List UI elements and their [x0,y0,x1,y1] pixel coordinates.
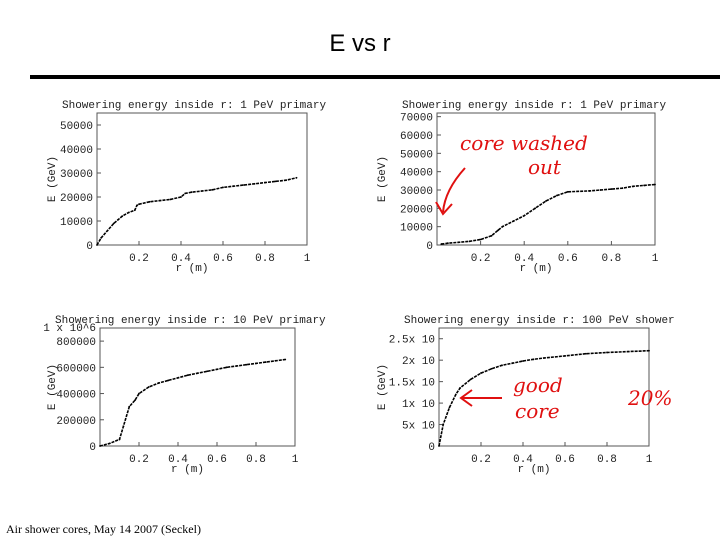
slide-title: E vs r [329,30,391,57]
chart-2-point [589,190,591,192]
chart-1-point [159,200,161,202]
chart-3-point [216,368,218,370]
chart-1-point [264,182,266,184]
annotation-core-washed-line1: core washed [460,131,588,155]
chart-2-point [643,185,645,187]
chart-1-point [100,237,102,239]
annotation-core-washed-line2: out [528,155,561,179]
chart-2-ytick-label: 70000 [399,112,433,125]
chart-4-point [491,368,493,370]
chart-1-point [136,205,138,207]
chart-3-ytick-label: 200000 [56,415,96,428]
chart-panel-1 [0,95,340,285]
chart-4-frame [439,328,649,446]
chart-3-point [226,366,228,368]
chart-2-xtick-label: 0.2 [470,253,491,265]
chart-2-point [440,243,442,245]
chart-1-point [113,223,115,225]
chart-1-ylabel: E (GeV) [47,155,59,203]
chart-2-xlabel: r (m) [519,263,553,275]
chart-3-ylabel: E (GeV) [47,363,59,411]
chart-2-xtick-label: 0.8 [601,253,622,265]
chart-3-xlabel: r (m) [170,464,205,476]
chart-2-point [458,241,460,243]
chart-3-point [236,365,238,367]
chart-1-xtick-label: 0.2 [129,253,149,265]
chart-4-xtick-label: 0.4 [513,454,533,466]
chart-3-point [275,360,277,362]
chart-3-xtick-label: 0.6 [207,454,227,466]
chart-1-point [212,189,214,191]
chart-2-svg [355,95,695,280]
chart-1-point [275,181,277,183]
chart-2-point [545,200,547,202]
chart-3-point [284,359,286,361]
chart-3-point [265,361,267,363]
chart-2-ytick-label: 60000 [399,131,433,143]
chart-1-point [138,203,140,205]
chart-2-point [611,188,613,190]
chart-4-point [627,351,629,353]
chart-4-point [564,355,566,357]
chart-3-point [167,380,169,382]
chart-2-point [480,239,482,241]
chart-4-title: Showering energy inside r: 100 PeV shower [404,315,675,327]
chart-3-xtick-label: 0.2 [129,454,149,466]
chart-3-point [148,386,150,388]
chart-4-ylabel: E (GeV) [377,363,389,411]
chart-1-point [107,230,109,232]
chart-3-xtick-label: 0.8 [246,454,266,466]
chart-3-point [99,445,101,447]
chart-4-point [438,445,440,447]
chart-4-point [648,350,650,352]
chart-1-series-line [97,178,297,245]
chart-3-xtick-label: 0.4 [168,454,188,466]
chart-4-point [585,353,587,355]
chart-2-point [512,220,514,222]
chart-1-ytick-label: 10000 [59,217,93,229]
chart-1-point [96,244,98,246]
chart-2-xtick-label: 0.4 [514,253,535,265]
chart-4-xtick-label: 0.2 [471,454,491,466]
chart-4-point [543,357,545,359]
chart-1-ytick-label: 40000 [59,145,93,157]
chart-1-point [184,193,186,195]
chart-3-point [206,370,208,372]
chart-3-title: Showering energy inside r: 10 PeV primary [55,315,326,327]
chart-3-point [119,439,121,441]
chart-2-point [447,242,449,244]
chart-3-point [134,399,136,401]
chart-2-ytick-label: 50000 [399,149,433,162]
chart-4-point [442,424,444,426]
chart-3-point [138,393,140,395]
chart-2-ytick-label: 0 [426,241,433,253]
chart-3-yexp: 1 x 10^6 [43,323,96,335]
chart-panel-2 [355,95,695,285]
chart-3-point [158,382,160,384]
chart-2-ytick-label: 10000 [399,222,433,235]
chart-3-ytick-label: 600000 [56,363,96,376]
chart-2-point [497,229,499,231]
chart-3-frame [100,328,295,446]
chart-1-xtick-label: 0.6 [213,253,233,265]
chart-4-xtick-label: 0.6 [555,454,575,466]
chart-2-point [632,185,634,187]
chart-2-point [491,235,493,237]
chart-3-point [109,442,111,444]
chart-1-point [149,201,151,203]
chart-2-point [469,240,471,242]
chart-3-ytick-label: 800000 [56,337,96,350]
chart-1-ytick-label: 20000 [59,193,93,205]
chart-2-title: Showering energy inside r: 1 PeV primary [402,100,667,112]
chart-1-point [296,177,298,179]
chart-panel-4 [355,310,695,480]
chart-4-xlabel: r (m) [517,464,551,476]
slide-footer: Air shower cores, May 14 2007 (Seckel) [6,522,201,536]
chart-4-point [449,406,451,408]
chart-2-xtick-label: 0.6 [557,253,578,265]
chart-1-point [222,187,224,189]
chart-1-title: Showering energy inside r: 1 PeV primary [62,100,327,112]
chart-2-ytick-label: 40000 [399,167,433,180]
chart-1-point [121,215,123,217]
chart-1-point [254,183,256,185]
chart-1-point [233,185,235,187]
chart-4-svg [355,310,695,475]
chart-2-ytick-label: 20000 [399,204,433,217]
chart-3-point [255,363,257,365]
chart-2-point [502,226,504,228]
chart-1-xtick-label: 0.4 [171,253,191,265]
chart-4-point [606,352,608,354]
chart-4-xtick-label: 1 [645,454,653,466]
chart-4-point [470,379,472,381]
chart-4-ytick-label: 2x 10 [401,356,435,369]
chart-2-frame [437,113,655,245]
title-divider [30,75,720,79]
chart-4-ytick-label: 1.5x 10 [388,377,435,390]
chart-1-point [180,196,182,198]
chart-3-point [245,364,247,366]
annotation-good-line2: core [515,399,560,423]
chart-1-point [128,212,130,214]
chart-3-xtick-label: 1 [291,454,299,466]
chart-2-ytick-label: 30000 [399,186,433,198]
chart-2-ylabel: E (GeV) [377,155,389,203]
chart-1-point [191,191,193,193]
chart-3-series-line [100,360,285,447]
chart-2-point [567,191,569,193]
chart-1-svg [0,95,340,280]
chart-2-series-line [441,185,655,245]
chart-3-point [187,374,189,376]
chart-3-ytick-label: 400000 [56,389,96,402]
chart-4-point [512,362,514,364]
chart-4-xtick-label: 0.8 [597,454,617,466]
chart-1-xlabel: r (m) [175,263,209,275]
chart-2-point [654,184,656,186]
chart-3-point [177,377,179,379]
chart-1-point [117,219,119,221]
chart-1-ytick-label: 0 [86,241,93,253]
annotation-good-line1: good [513,373,563,397]
chart-4-ytick-label: 5x 10 [401,420,435,433]
chart-3-point [128,406,130,408]
chart-4-point [480,372,482,374]
chart-4-series-line [439,351,649,446]
chart-1-point [285,179,287,181]
chart-3-point [197,372,199,374]
chart-1-frame [97,113,307,245]
chart-4-point [455,394,457,396]
chart-2-point [534,207,536,209]
chart-1-xtick-label: 0.8 [255,253,275,265]
chart-1-point [134,209,136,211]
chart-3-point [123,425,125,427]
chart-2-xtick-label: 1 [651,253,659,265]
chart-2-point [600,189,602,191]
chart-panel-3 [0,310,340,480]
chart-4-ytick-label: 2.5x 10 [388,334,435,347]
chart-1-ytick-label: 50000 [59,121,93,133]
chart-1-point [243,184,245,186]
chart-1-point [201,190,203,192]
chart-4-point [522,360,524,362]
chart-4-ytick-label: 1x 10 [401,399,435,412]
chart-2-point [621,187,623,189]
chart-1-xtick-label: 1 [303,253,311,265]
chart-3-svg [0,310,340,475]
chart-1-point [170,199,172,201]
chart-1-ytick-label: 30000 [59,169,93,181]
annotation-percent: 20% [628,386,673,410]
chart-3-ytick-label: 0 [89,442,96,454]
chart-4-point [459,387,461,389]
chart-4-point [533,358,535,360]
chart-4-point [501,364,503,366]
chart-4-ytick-label: 0 [428,442,435,454]
chart-2-point [556,195,558,197]
chart-2-point [523,215,525,217]
